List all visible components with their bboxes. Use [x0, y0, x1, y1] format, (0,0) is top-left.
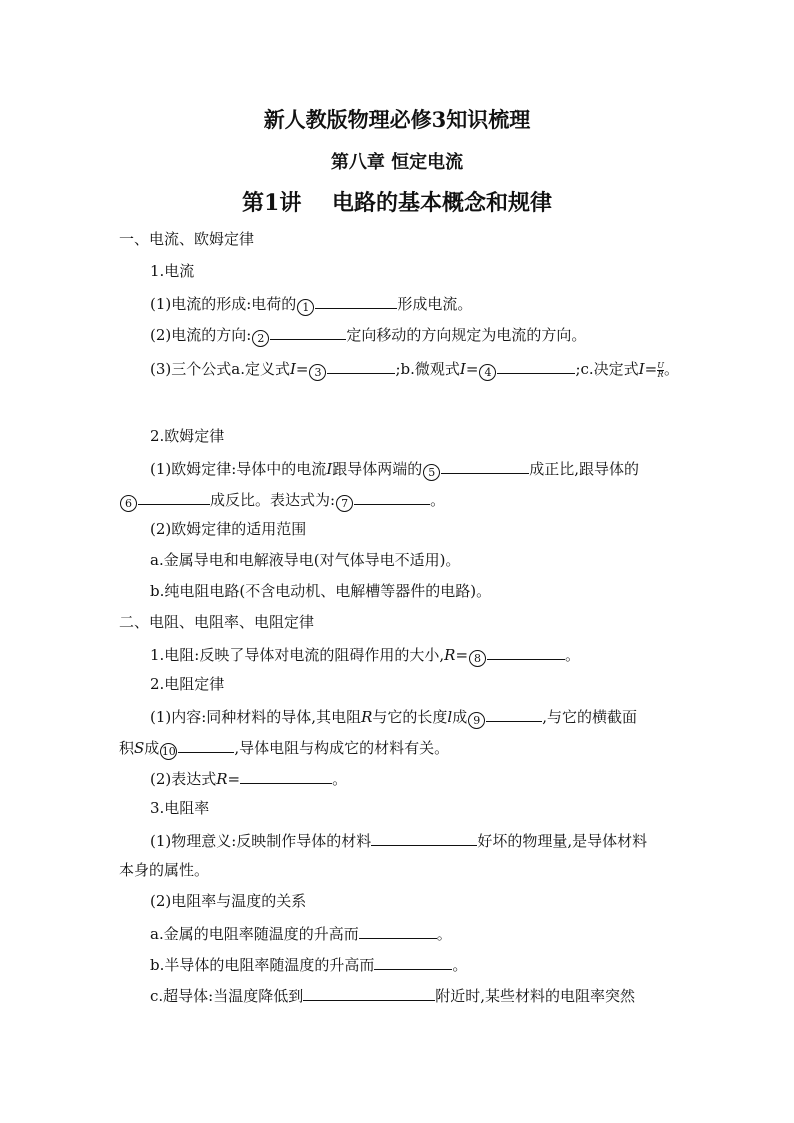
fill-blank-superconductor[interactable] [303, 984, 435, 1001]
blank-number-2: 2 [252, 330, 269, 347]
subheading-ohms-law: 2.欧姆定律 [150, 427, 225, 445]
paragraph: (2)表达式R= 。 [150, 767, 347, 789]
subheading-current: 1.电流 [150, 262, 195, 280]
fill-blank-6[interactable] [138, 488, 210, 505]
paragraph: b.半导体的电阻率随温度的升高而 。 [150, 953, 467, 975]
doc-title: 新人教版物理必修3知识梳理 [263, 107, 531, 132]
paragraph: 6 成反比。表达式为: 7 。 [119, 488, 445, 512]
fill-blank-5[interactable] [441, 457, 529, 474]
paragraph: 1.电阻:反映了导体对电流的阻碍作用的大小,R= 8 。 [150, 643, 580, 667]
paragraph: (1)物理意义:反映制作导体的材料 好坏的物理量,是导体材料 [150, 829, 647, 851]
fill-blank-7[interactable] [354, 488, 430, 505]
fill-blank-8[interactable] [487, 643, 565, 660]
paragraph: (2)电阻率与温度的关系 [150, 892, 307, 910]
paragraph: (3)三个公式a.定义式I= 3 ;b.微观式I= 4 ;c.决定式I= $\frac{U}{R}$ 。 [150, 357, 679, 381]
paragraph: a.金属的电阻率随温度的升高而 。 [150, 922, 452, 944]
fill-blank-10[interactable] [178, 736, 234, 753]
lecture-title: 第1讲 电路的基本概念和规律 [242, 190, 552, 216]
fill-blank-2[interactable] [270, 323, 346, 340]
paragraph: c.超导体:当温度降低到 附近时,某些材料的电阻率突然 [150, 984, 635, 1006]
paragraph: (2)欧姆定律的适用范围 [150, 520, 307, 538]
section-2-heading: 二、电阻、电阻率、电阻定律 [119, 613, 315, 631]
fill-blank-expression[interactable] [240, 767, 332, 784]
paragraph: (2)电流的方向: 2 定向移动的方向规定为电流的方向。 [150, 323, 586, 347]
paragraph: a.金属导电和电解液导电(对气体导电不适用)。 [150, 551, 461, 569]
blank-number-7: 7 [336, 495, 353, 512]
blank-number-9: 9 [468, 712, 485, 729]
fill-blank-semiconductor[interactable] [374, 953, 452, 970]
subheading-resistivity: 3.电阻率 [150, 799, 210, 817]
blank-number-6: 6 [120, 495, 137, 512]
chapter-title: 第八章 恒定电流 [330, 152, 464, 173]
blank-number-1: 1 [297, 299, 314, 316]
subheading-resistance-law: 2.电阻定律 [150, 675, 225, 693]
paragraph: 积S成 10 ,导体电阻与构成它的材料有关。 [119, 736, 449, 760]
fill-blank-1[interactable] [315, 292, 397, 309]
blank-number-5: 5 [423, 464, 440, 481]
blank-number-8: 8 [469, 650, 486, 667]
fill-blank-9[interactable] [486, 705, 542, 722]
paragraph: (1)内容:同种材料的导体,其电阻R与它的长度l成 9 ,与它的横截面 [150, 705, 637, 729]
blank-number-4: 4 [479, 364, 496, 381]
paragraph: b.纯电阻电路(不含电动机、电解槽等器件的电路)。 [150, 582, 492, 600]
blank-number-10: 10 [161, 745, 176, 758]
fill-blank-physical-meaning[interactable] [371, 829, 477, 846]
paragraph: 本身的属性。 [119, 861, 210, 879]
fraction-u-over-r: $\frac{U}{R}$ [657, 360, 664, 379]
section-1-heading: 一、电流、欧姆定律 [119, 230, 255, 248]
blank-number-3: 3 [309, 364, 326, 381]
fill-blank-4[interactable] [497, 357, 575, 374]
paragraph: (1)欧姆定律:导体中的电流I跟导体两端的 5 成正比,跟导体的 [150, 457, 639, 481]
paragraph: (1)电流的形成:电荷的 1 形成电流。 [150, 292, 472, 316]
fill-blank-3[interactable] [327, 357, 395, 374]
fill-blank-metal[interactable] [359, 922, 437, 939]
